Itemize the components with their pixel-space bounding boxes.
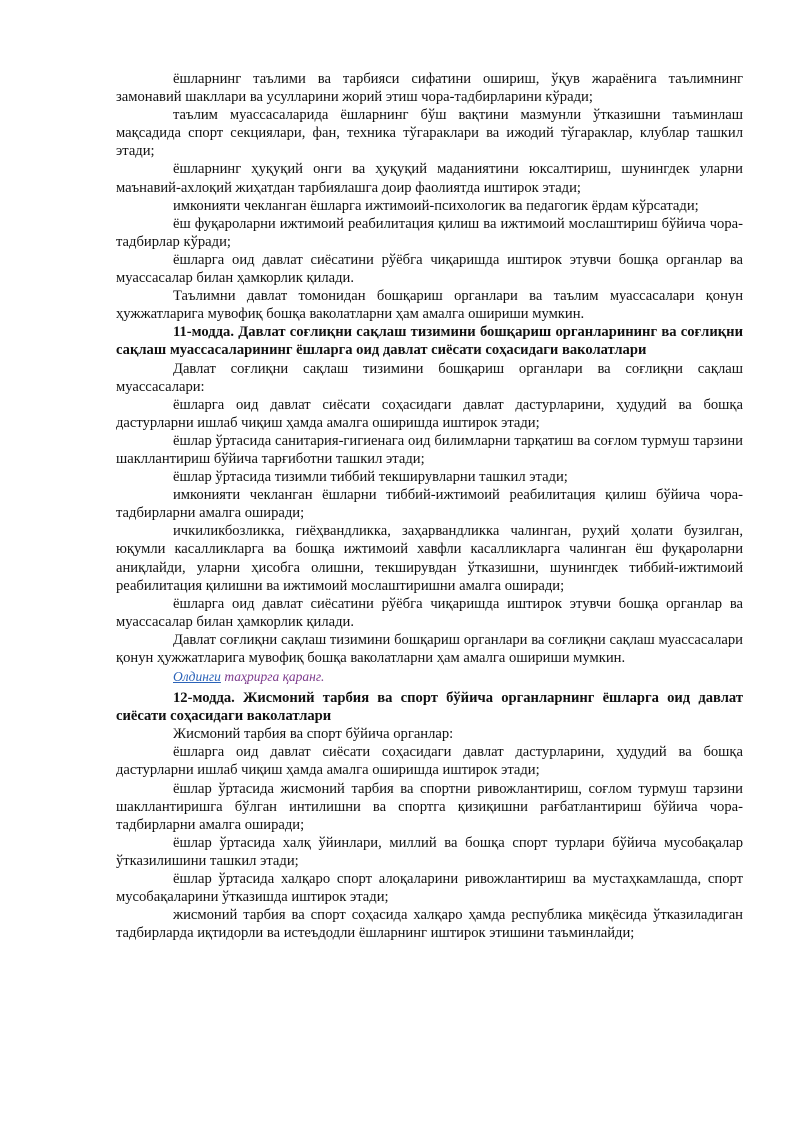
previous-edition-note-text: таҳрирга қаранг. xyxy=(220,669,325,685)
previous-edition-link[interactable]: Олдинги xyxy=(173,669,221,685)
paragraph: ёш фуқароларни ижтимоий реабилитация қилиш ва ижтимоий мослаштириш бўйича чора-тадбирлар кўради; xyxy=(116,215,743,250)
paragraph: ёшларга оид давлат сиёсати соҳасидаги давлат дастурларини, ҳудудий ва бошқа дастурларни ишлаб чиқиш ҳамда амалга оширишда иштирок этади; xyxy=(116,744,743,779)
paragraph: Таълимни давлат томонидан бошқариш органлари ва таълим муассасалари қонун ҳужжатларига мувофиқ бошқа ваколатларни ҳам амалга ошириши мумкин. xyxy=(116,288,743,323)
previous-edition-note xyxy=(116,668,743,686)
paragraph: ёшлар ўртасида халқ ўйинлари, миллий ва бошқа спорт турлари бўйича мусобақалар ўтказилишини ташкил этади; xyxy=(116,834,743,869)
paragraph: ёшларга оид давлат сиёсатини рўёбга чиқаришда иштирок этувчи бошқа органлар ва муассасалар билан ҳамкорлик қилади. xyxy=(116,251,743,287)
paragraph: ёшлар ўртасида санитария-гигиенага оид билимларни тарқатиш ва соғлом турмуш тарзини шакллантириш бўйича тарғиботни ташкил этади; xyxy=(116,432,743,467)
paragraph: Жисмоний тарбия ва спорт бўйича органлар: xyxy=(173,726,454,743)
paragraph: жисмоний тарбия ва спорт соҳасида халқаро ҳамда республика миқёсида ўтказиладиган тадбирларда иқтидорли ва истеъдодли ёшларнинг иштирок этишини таъминлайди; xyxy=(116,907,743,942)
paragraph: Давлат соғлиқни сақлаш тизимини бошқариш органлари ва соғлиқни сақлаш муассасалари қонун ҳужжатларига мувофиқ бошқа ваколатларни ҳам амалга ошириши мумкин. xyxy=(116,631,743,666)
article-11-heading: 11-модда. Давлат соғлиқни сақлаш тизимини бошқариш органларининг ва соғлиқни сақлаш муассасаларининг ёшларга оид давлат сиёсати соҳасидаги ваколатлари xyxy=(116,324,743,359)
paragraph: имконияти чекланган ёшларга ижтимоий-психологик ва педагогик ёрдам кўрсатади; xyxy=(173,197,699,214)
paragraph: ёшларга оид давлат сиёсати соҳасидаги давлат дастурларини, ҳудудий ва бошқа дастурларни ишлаб чиқиш ҳамда амалга оширишда иштирок этади; xyxy=(116,396,743,431)
paragraph: таълим муассасаларида ёшларнинг бўш вақтини мазмунли ўтказишни таъминлаш мақсадида спорт секциялари, фан, техника тўгараклари ва ижодий тўгараклар, клублар ташкил этади; xyxy=(116,107,743,160)
document-page xyxy=(116,70,743,942)
paragraph: Давлат соғлиқни сақлаш тизимини бошқариш органлари ва соғлиқни сақлаш муассасалари: xyxy=(116,360,743,395)
paragraph: ичкиликбозликка, гиёҳвандликка, заҳарвандликка чалинган, руҳий ҳолати бузилган, юқумли касалликларга ва бошқа ижтимоий хавфли касалликларга чалинган ёш фуқароларни аниқлайди, уларни ҳисобга олишни, текширувдан ўтказишни, шунингдек тиббий-ижтимоий реабилитация қилишни ва ижтимоий мослаштиришни амалга оширади; xyxy=(116,523,743,594)
article-12-heading: 12-модда. Жисмоний тарбия ва спорт бўйича органларнинг ёшларга оид давлат сиёсати соҳасидаги ваколатлари xyxy=(116,690,743,725)
paragraph: ёшларнинг ҳуқуқий онги ва ҳуқуқий маданиятини юксалтириш, шунингдек уларни маънавий-ахлоқий жиҳатдан тарбиялашга доир фаолиятда иштирок этади; xyxy=(116,161,743,196)
paragraph: ёшларга оид давлат сиёсатини рўёбга чиқаришда иштирок этувчи бошқа органлар ва муассасалар билан ҳамкорлик қилади. xyxy=(116,595,743,630)
paragraph: ёшлар ўртасида тизимли тиббий текширувларни ташкил этади; xyxy=(173,469,568,486)
paragraph: ёшлар ўртасида жисмоний тарбия ва спортни ривожлантириш, соғлом турмуш тарзини шакллантиришга бўлган интилишни ва спортга қизиқишни рағбатлантириш бўйича чора-тадбирларни амалга оширади; xyxy=(116,780,743,833)
paragraph: имконияти чекланган ёшларни тиббий-ижтимоий реабилитация қилиш бўйича чора-тадбирларни амалга оширади; xyxy=(116,487,743,522)
paragraph: ёшлар ўртасида халқаро спорт алоқаларини ривожлантириш ва мустаҳкамлашда, спорт мусобақаларини ўтказишда иштирок этади; xyxy=(116,871,743,906)
paragraph: ёшларнинг таълими ва тарбияси сифатини ошириш, ўқув жараёнига таълимнинг замонавий шакллари ва усулларини жорий этиш чора-тадбирларини кўради; xyxy=(116,71,743,106)
